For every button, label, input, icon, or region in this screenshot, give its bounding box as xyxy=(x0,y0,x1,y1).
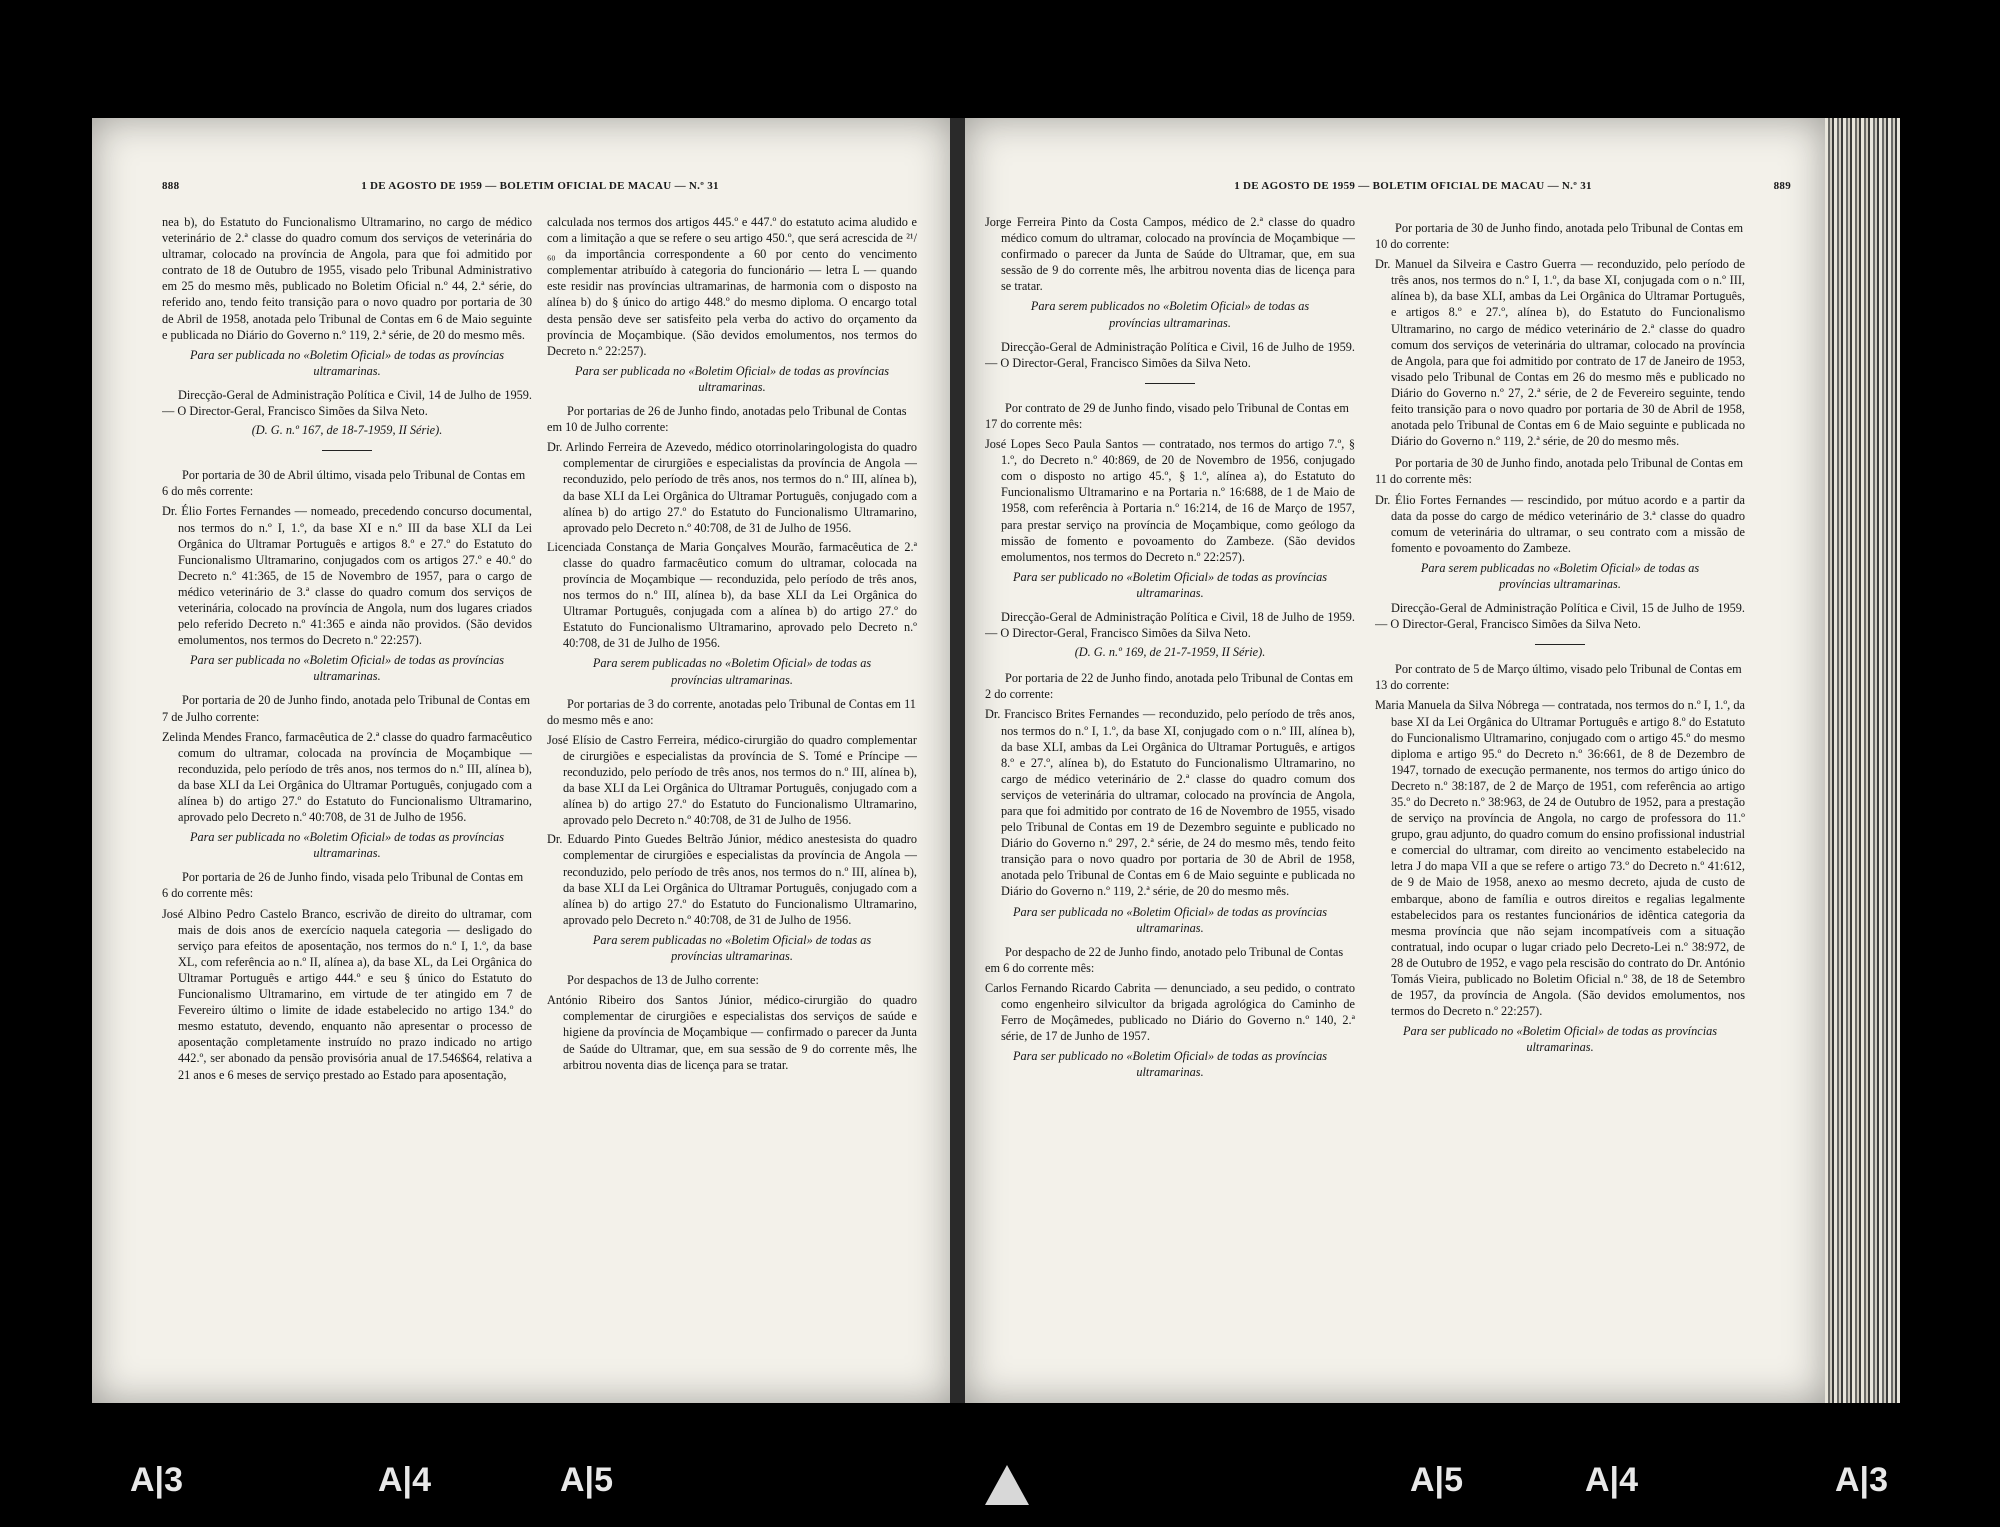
gazette-reference: (D. G. n.º 167, de 18-7-1959, II Série). xyxy=(251,423,443,438)
paragraph: José Albino Pedro Castelo Branco, escrivão de direito do ultramar, com mais de dois anos de exercício naquela categoria — desligado do serviço para efeitos de aposentação, nos termos do n.º I, 1.º, da base XL, com referência ao n.º II, alínea a), da base XL, da Lei Orgânica do Ultramar Português e artigo 444.º e seu § único do Estatuto do Funcionalismo Ultramarino, em virtude de ter atingido em 7 de Fevereiro último o limite de idade estabelecido no artigo 134.º do mesmo estatuto, devendo, enquanto não apresentar o processo de aposentação completamente instruído no prazo indicado no artigo 442.º, ser abonado da pensão provisória anual de 17.546$64, relativa a 21 anos e 6 meses de serviço prestado ao Estado para aposentação, xyxy=(162,906,532,1082)
page-header xyxy=(162,180,918,198)
film-mark: A|4 xyxy=(1585,1461,1638,1499)
publication-note: Para ser publicada no «Boletim Oficial» de todas as províncias ultramarinas. xyxy=(189,653,505,684)
section-divider xyxy=(1145,383,1195,384)
section-heading: Por contrato de 5 de Março último, visado pelo Tribunal de Contas em 13 do corrente: xyxy=(1375,662,1742,693)
film-mark: A|5 xyxy=(1410,1461,1463,1499)
section-heading: Por portarias de 3 do corrente, anotadas pelo Tribunal de Contas em 11 do mesmo mês e ano: xyxy=(547,696,916,727)
gazette-reference: (D. G. n.º 169, de 21-7-1959, II Série). xyxy=(1074,645,1266,660)
section-divider xyxy=(1535,644,1585,645)
signature-line: Direcção-Geral de Administração Política e Civil, 15 de Julho de 1959. — O Director-Geral, Francisco Simões da Silva Neto. xyxy=(1375,601,1745,632)
running-head: 1 DE AGOSTO DE 1959 — BOLETIM OFICIAL DE MACAU — N.º 31 xyxy=(361,180,719,192)
page-edges xyxy=(1825,118,1900,1403)
section-heading: Por portaria de 20 de Junho findo, anotada pelo Tribunal de Contas em 7 de Julho corrente: xyxy=(162,693,531,724)
paragraph: Carlos Fernando Ricardo Cabrita — denunciado, a seu pedido, o contrato como engenheiro silvicultor da brigada agrológica do Caminho de Ferro de Moçâmedes, publicado no Diário do Governo n.º 140, 2.ª série, de 17 de Junho de 1957. xyxy=(985,980,1355,1044)
section-heading: Por portaria de 26 de Junho findo, visada pelo Tribunal de Contas em 6 do corrente mês: xyxy=(162,870,524,901)
text-column-1 xyxy=(162,214,532,1383)
paragraph: Dr. Arlindo Ferreira de Azevedo, médico otorrinolaringologista do quadro complementar de cirurgiões e especialistas da província de Angola — reconduzido, pelo período de três anos, nos termos do n.º III, alínea b), da base XLI da Lei Orgânica do Ultramar Português, conjugado com a alínea b) do artigo 27.º do Estatuto do Funcionalismo Ultramarino, aprovado pelo Decreto n.º 40:708, de 31 de Julho de 1956. xyxy=(547,440,917,535)
paragraph: calculada nos termos dos artigos 445.º e 447.º do estatuto acima aludido e com a limitação a que se refere o seu artigo 450.º, que será acrescida de ²¹/₆₀ da importância correspondente a 60 por cento do vencimento complementar atribuído à categoria do funcionário — letra L — quando este residir nas províncias ultramarinas, de harmonia com o disposto na alínea b) do § único do artigo 448.º do mesmo diploma. O encargo total desta pensão deve ser satisfeito pela verba do activo do orçamento da província de Moçambique. (São devidos emolumentos, nos termos do Decreto n.º 22:257). xyxy=(547,215,917,358)
publication-note: Para ser publicada no «Boletim Oficial» de todas as províncias ultramarinas. xyxy=(574,363,890,394)
paragraph: Zelinda Mendes Franco, farmacêutica de 2.ª classe do quadro farmacêutico comum do ultramar, colocada na província de Moçambique — reconduzida, pelo período de três anos, nos termos do n.º III, alínea b), da base XLI da Lei Orgânica do Ultramar Português, conjugado com a alínea b) do artigo 27.º do Estatuto do Funcionalismo Ultramarino, aprovado pelo Decreto n.º 40:708, de 31 de Julho de 1956. xyxy=(162,729,532,825)
section-heading: Por portarias de 26 de Junho findo, anotadas pelo Tribunal de Contas em 10 de Julho corrente: xyxy=(547,404,907,435)
publication-note: Para serem publicadas no «Boletim Oficial» de todas as províncias ultramarinas. xyxy=(592,656,872,687)
paragraph: Dr. Élio Fortes Fernandes — rescindido, por mútuo acordo e a partir da data da posse do cargo de médico veterinário de 3.ª classe do quadro comum de veterinária do ultramar, o seu contrato com a missão de fomento e povoamento do Zambeze. xyxy=(1375,492,1745,555)
paragraph: José Elísio de Castro Ferreira, médico-cirurgião do quadro complementar de cirurgiões e especialistas da província de S. Tomé e Príncipe — reconduzido, pelo período de três anos, nos termos do n.º III, alínea b), da base XLI da Lei Orgânica do Ultramar Português, conjugado com a alínea b) do artigo 27.º do Estatuto do Funcionalismo Ultramarino, aprovado pelo Decreto n.º 40:708, de 31 de Julho de 1956. xyxy=(547,732,917,828)
text-column-2 xyxy=(547,214,917,1383)
section-heading: Por portaria de 30 de Junho findo, anotada pelo Tribunal de Contas em 10 do corrente: xyxy=(1375,221,1744,252)
signature-line: Direcção-Geral de Administração Política e Civil, 14 de Julho de 1959. — O Director-Geral, Francisco Simões da Silva Neto. xyxy=(162,387,532,419)
paragraph: António Ribeiro dos Santos Júnior, médico-cirurgião do quadro complementar de cirurgiões e especialistas dos serviços de saúde e higiene da província de Moçambique — confirmado o parecer da Junta de Saúde do Ultramar, que, em sua sessão de 9 do corrente mês, lhe arbitrou noventa dias de licença para se tratar. xyxy=(547,993,917,1072)
page-number: 889 xyxy=(1773,180,1791,192)
publication-note: Para ser publicada no «Boletim Oficial» de todas as províncias ultramarinas. xyxy=(189,830,505,861)
paragraph: Jorge Ferreira Pinto da Costa Campos, médico de 2.ª classe do quadro médico comum do ultramar, colocado na província de Moçambique — confirmado o parecer da Junta de Saúde do Ultramar, que, em sua sessão de 9 do corrente mês, lhe arbitrou noventa dias de licença para se tratar. xyxy=(985,215,1355,294)
film-mark: A|4 xyxy=(378,1461,431,1499)
section-divider xyxy=(322,450,372,451)
paragraph: José Lopes Seco Paula Santos — contratado, nos termos do artigo 7.º, § 1.º, do Decreto n.º 40:869, de 20 de Novembro de 1956, conjugado com o disposto no artigo 45.º, § 1.º, alínea a), do Estatuto do Funcionalismo Ultramarino e na Portaria n.º 16:688, de 1 de Maio de 1958, com referência à Portaria n.º 16:214, de 16 de Março de 1957, para prestar serviço na província de Moçambique, como geólogo da missão de fomento e povoamento do Zambeze. (São devidos emolumentos, nos termos do Decreto n.º 22:257). xyxy=(985,437,1355,564)
paragraph: Dr. Élio Fortes Fernandes — nomeado, precedendo concurso documental, nos termos do n.º I, 1.º, da base XI e n.º III da base XLI da Lei Orgânica do Ultramar Português e artigos 8.º e 27.º do Estatuto do Funcionalismo Ultramarino, conjugados com os artigos 27.º e 40.º do Decreto n.º 41:365, de 15 de Novembro de 1957, para o cargo de médico veterinário de 3.ª classe do quadro comum dos serviços de veterinária, colocado na província de Angola, num dos lugares criados pelo referido Decreto n.º 41:365 e ainda não providos. (São devidos emolumentos, nos termos do Decreto n.º 22:257). xyxy=(162,504,532,648)
publication-note: Para ser publicado no «Boletim Oficial» de todas as províncias ultramarinas. xyxy=(1012,1049,1328,1080)
section-heading: Por despachos de 13 de Julho corrente: xyxy=(567,973,759,988)
section-heading: Por portaria de 22 de Junho findo, anotada pelo Tribunal de Contas em 2 do corrente: xyxy=(985,671,1354,702)
text-column-1 xyxy=(985,214,1355,1383)
left-page xyxy=(92,118,952,1403)
film-mark: A|3 xyxy=(130,1461,183,1499)
paragraph: Dr. Eduardo Pinto Guedes Beltrão Júnior, médico anestesista do quadro complementar de cirurgiões e especialistas da província de Angola — reconduzido, pelo período de três anos, nos termos do n.º III, alínea b), da base XLI da Lei Orgânica do Ultramar Português, conjugado com a alínea b) do artigo 27.º do Estatuto do Funcionalismo Ultramarino, aprovado pelo Decreto n.º 40:708, de 31 de Julho de 1956. xyxy=(547,832,917,927)
film-notch xyxy=(985,1465,1029,1505)
paragraph: Maria Manuela da Silva Nóbrega — contratada, nos termos do n.º I, 1.º, da base XI da Lei Orgânica do Ultramar Português e artigo 8.º do Estatuto do Funcionalismo Ultramarino, conjugado com o artigo 45.º do mesmo diploma e artigo 95.º do Decreto n.º 36:661, de 8 de Dezembro de 1947, tornado de execução permanente, nos termos do artigo único do Decreto n.º 38:187, de 2 de Março de 1951, com referência ao artigo 35.º do Decreto n.º 38:963, de 24 de Outubro de 1952, para a prestação de serviço na província de Angola, no cargo de professora do 11.º grupo, grau adjunto, do quadro comum do ensino profissional industrial e comercial do ultramar, com direito ao vencimento estabelecido na letra J do mapa VII a que se refere o artigo 73.º do Decreto n.º 41:612, de 9 de Maio de 1958, anexo ao mesmo decreto, ajuda de custo de embarque, abono de família e outros direitos e regalias legalmente estabelecidos para os restantes funcionários de idêntica categoria da mesma província que não sejam incompatíveis com a situação contratual, indo ocupar o lugar criado pelo Decreto-Lei n.º 38:972, de 28 de Outubro de 1952, e vago pela rescisão do contrato do Dr. António Tomás Vieira, publicado no Boletim Oficial n.º 38, de 18 de Setembro de 1957, da província de Angola. (São devidos emolumentos, nos termos do Decreto n.º 22:257). xyxy=(1375,698,1745,1019)
signature-line: Direcção-Geral de Administração Política e Civil, 18 de Julho de 1959. — O Director-Geral, Francisco Simões da Silva Neto. xyxy=(985,609,1355,641)
publication-note: Para serem publicadas no «Boletim Oficial» de todas as províncias ultramarinas. xyxy=(1420,560,1700,591)
section-heading: Por portaria de 30 de Abril último, visada pelo Tribunal de Contas em 6 do mês corrente: xyxy=(162,468,526,499)
publication-note: Para ser publicada no «Boletim Oficial» de todas as províncias ultramarinas. xyxy=(189,347,505,378)
film-mark: A|3 xyxy=(1835,1461,1888,1499)
section-heading: Por despacho de 22 de Junho findo, anotado pelo Tribunal de Contas em 6 do corrente mês: xyxy=(985,944,1344,975)
page-header xyxy=(1035,180,1791,198)
running-head: 1 DE AGOSTO DE 1959 — BOLETIM OFICIAL DE MACAU — N.º 31 xyxy=(1234,180,1592,192)
paragraph: Dr. Francisco Brites Fernandes — reconduzido, pelo período de três anos, nos termos do n.º I, 1.º, da base XI, conjugado com o n.º III, alínea b), da base XLI, ambas da Lei Orgânica do Ultramar Português, e artigos 8.º e 27.º, alínea b), do Estatuto do Funcionalismo Ultramarino, no cargo de médico veterinário de 2.ª classe do quadro comum dos serviços de veterinária do ultramar, colocado na província de Angola, para que foi admitido por contrato de 16 de Novembro de 1955, visado pelo Tribunal de Contas em 19 de Dezembro seguinte e publicado no Diário do Governo n.º 297, 2.ª série, de 24 do mesmo mês, tendo feito transição para o novo quadro por portaria de 30 de Abril de 1958, anotada pelo Tribunal de Contas em 6 de Maio seguinte e publicada no Diário do Governo n.º 119, 2.ª série, de 20 do mesmo mês. xyxy=(985,707,1355,899)
paragraph: Licenciada Constança de Maria Gonçalves Mourão, farmacêutica de 2.ª classe do quadro farmacêutico comum do ultramar, colocada na província de Moçambique — reconduzida, pelo período de três anos, nos termos do n.º III, alínea b), da base XLI da Lei Orgânica do Ultramar Português, conjugada com a alínea b) do artigo 27.º do Estatuto do Funcionalismo Ultramarino, aprovado pelo Decreto n.º 40:708, de 31 de Julho de 1956. xyxy=(547,539,917,651)
publication-note: Para serem publicadas no «Boletim Oficial» de todas as províncias ultramarinas. xyxy=(592,932,872,964)
publication-note: Para ser publicada no «Boletim Oficial» de todas as províncias ultramarinas. xyxy=(1012,904,1328,935)
publication-note: Para serem publicados no «Boletim Oficial» de todas as províncias ultramarinas. xyxy=(1030,299,1310,330)
text-column-2 xyxy=(1375,214,1745,1383)
section-heading: Por portaria de 30 de Junho findo, anotada pelo Tribunal de Contas em 11 do corrente mês: xyxy=(1375,456,1744,487)
signature-line: Direcção-Geral de Administração Política e Civil, 16 de Julho de 1959. — O Director-Geral, Francisco Simões da Silva Neto. xyxy=(985,339,1355,370)
film-mark: A|5 xyxy=(560,1461,613,1499)
paragraph: Dr. Manuel da Silveira e Castro Guerra — reconduzido, pelo período de três anos, nos termos do n.º I, 1.º, da base XI, conjugada com o n.º III, alínea b), da base XLI, ambas da Lei Orgânica do Ultramar Português, e artigos 8.º e 27.º, alínea b), do Estatuto do Funcionalismo Ultramarino, no cargo de médico veterinário de 2.ª classe do quadro comum dos serviços de veterinária do ultramar, colocado na província de Angola, para que foi admitido por contrato de 17 de Janeiro de 1953, visado pelo Tribunal de Contas em 26 do mesmo mês e publicado no Diário do Governo n.º 27, 2.ª série, de 2 de Fevereiro seguinte, tendo feito transição para o novo quadro por portaria de 30 de Abril de 1958, anotada pelo Tribunal de Contas em 6 de Maio seguinte e publicada no Diário do Governo n.º 119, 2.ª série, de 20 do mesmo mês. xyxy=(1375,257,1745,449)
page-number: 888 xyxy=(162,180,180,192)
paragraph: nea b), do Estatuto do Funcionalismo Ultramarino, no cargo de médico veterinário de 2.ª classe do quadro comum dos serviços de veterinária do ultramar, colocado na província de Angola, para que foi admitido por contrato de 18 de Outubro de 1955, visado pelo Tribunal Administrativo em 25 do mesmo mês, publicado no Boletim Oficial n.º 44, 2.ª série, do referido ano, tendo feito transição para o novo quadro por portaria de 30 de Abril de 1958, anotada pelo Tribunal de Contas em 6 de Maio seguinte e publicada no Diário do Governo n.º 119, 2.ª série, de 20 do mesmo mês. xyxy=(162,215,532,342)
publication-note: Para ser publicado no «Boletim Oficial» de todas as províncias ultramarinas. xyxy=(1012,569,1328,600)
section-heading: Por contrato de 29 de Junho findo, visado pelo Tribunal de Contas em 17 do corrente mês: xyxy=(985,400,1349,431)
publication-note: Para ser publicado no «Boletim Oficial» de todas as províncias ultramarinas. xyxy=(1402,1024,1718,1055)
right-page xyxy=(965,118,1825,1403)
